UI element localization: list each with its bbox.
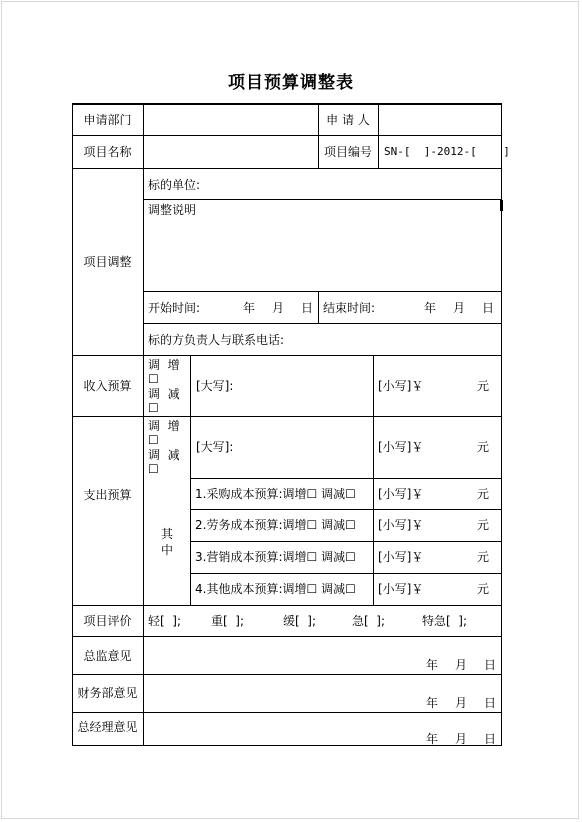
income-decrease-checkbox[interactable]: ☐: [148, 401, 159, 415]
director-opinion-field[interactable]: [144, 637, 501, 674]
item-other[interactable]: 4.其他成本预算:调增☐ 调减☐: [195, 582, 356, 596]
income-increase-label: 调 增: [148, 358, 180, 372]
income-decrease-label: 调 减: [148, 387, 180, 401]
start-time-label: 开始时间:: [148, 301, 201, 315]
start-day-label: 日: [301, 301, 314, 315]
end-day-label: 日: [482, 301, 495, 315]
form-title: 项目预算调整表: [228, 73, 354, 93]
explain-label: 调整说明: [148, 203, 197, 217]
contact-label: 标的方负责人与联系电话:: [148, 333, 285, 347]
eval-option-urgent[interactable]: 急[ ];: [352, 614, 386, 628]
item-marketing[interactable]: 3.营销成本预算:调增☐ 调减☐: [195, 550, 356, 564]
eval-option-slow[interactable]: 缓[ ];: [283, 614, 317, 628]
director-year: 年: [426, 658, 439, 672]
income-xiaoxie-label: [小写]￥: [378, 379, 424, 393]
item-other-xiaoxie: [小写]￥: [378, 582, 424, 596]
income-increase-checkbox[interactable]: ☐: [148, 372, 159, 386]
finance-day: 日: [484, 696, 497, 710]
adjust-label: 项目调整: [83, 255, 132, 269]
end-year-label: 年: [424, 301, 437, 315]
expense-decrease-label: 调 减: [148, 448, 180, 462]
project-no-label: 项目编号: [323, 145, 372, 159]
applicant-field[interactable]: [379, 104, 501, 135]
gm-opinion-label: 总经理意见: [77, 720, 138, 734]
eval-option-heavy[interactable]: 重[ ];: [211, 614, 245, 628]
item-marketing-yuan: 元: [477, 550, 490, 564]
finance-year: 年: [426, 696, 439, 710]
expense-increase-label: 调 增: [148, 419, 180, 433]
applicant-label: 申 请 人: [326, 113, 370, 127]
director-month: 月: [455, 658, 468, 672]
item-labor-yuan: 元: [477, 518, 490, 532]
eval-option-critical[interactable]: 特急[ ];: [422, 614, 468, 628]
qizhong-label-1: 其: [161, 527, 174, 541]
end-time-label: 结束时间:: [323, 301, 376, 315]
income-yuan-label: 元: [477, 379, 490, 393]
expense-decrease-checkbox[interactable]: ☐: [148, 462, 159, 476]
qizhong-label-2: 中: [161, 543, 174, 557]
expense-xiaoxie-label: [小写]￥: [378, 440, 424, 454]
project-no-field[interactable]: SN-[ ]-2012-[ ]: [384, 145, 510, 158]
item-labor[interactable]: 2.劳务成本预算:调增☐ 调减☐: [195, 518, 356, 532]
gm-day: 日: [484, 732, 497, 746]
project-name-field[interactable]: [144, 136, 318, 168]
finance-month: 月: [455, 696, 468, 710]
unit-label: 标的单位:: [148, 178, 201, 192]
finance-opinion-label: 财务部意见: [77, 686, 138, 700]
item-procurement-xiaoxie: [小写]￥: [378, 487, 424, 501]
dept-label: 申请部门: [83, 113, 132, 127]
item-marketing-xiaoxie: [小写]￥: [378, 550, 424, 564]
eval-option-light[interactable]: 轻[ ];: [148, 614, 182, 628]
gm-month: 月: [455, 732, 468, 746]
start-year-label: 年: [243, 301, 256, 315]
income-label: 收入预算: [83, 379, 132, 393]
item-other-yuan: 元: [477, 582, 490, 596]
director-opinion-label: 总监意见: [83, 649, 132, 663]
income-daxie-label: [大写]:: [196, 379, 234, 393]
director-day: 日: [484, 658, 497, 672]
gm-opinion-field[interactable]: [144, 713, 501, 745]
eval-label: 项目评价: [83, 614, 132, 628]
item-procurement-yuan: 元: [477, 487, 490, 501]
expense-daxie-label: [大写]:: [196, 440, 234, 454]
expense-yuan-label: 元: [477, 440, 490, 454]
dept-field[interactable]: [144, 104, 318, 135]
explain-field[interactable]: [144, 218, 501, 290]
finance-opinion-field[interactable]: [144, 675, 501, 712]
end-month-label: 月: [453, 301, 466, 315]
item-labor-xiaoxie: [小写]￥: [378, 518, 424, 532]
start-month-label: 月: [272, 301, 285, 315]
gm-year: 年: [426, 732, 439, 746]
expense-label: 支出预算: [83, 488, 132, 502]
item-procurement[interactable]: 1.采购成本预算:调增☐ 调减☐: [195, 487, 356, 501]
project-name-label: 项目名称: [83, 145, 132, 159]
expense-increase-checkbox[interactable]: ☐: [148, 433, 159, 447]
